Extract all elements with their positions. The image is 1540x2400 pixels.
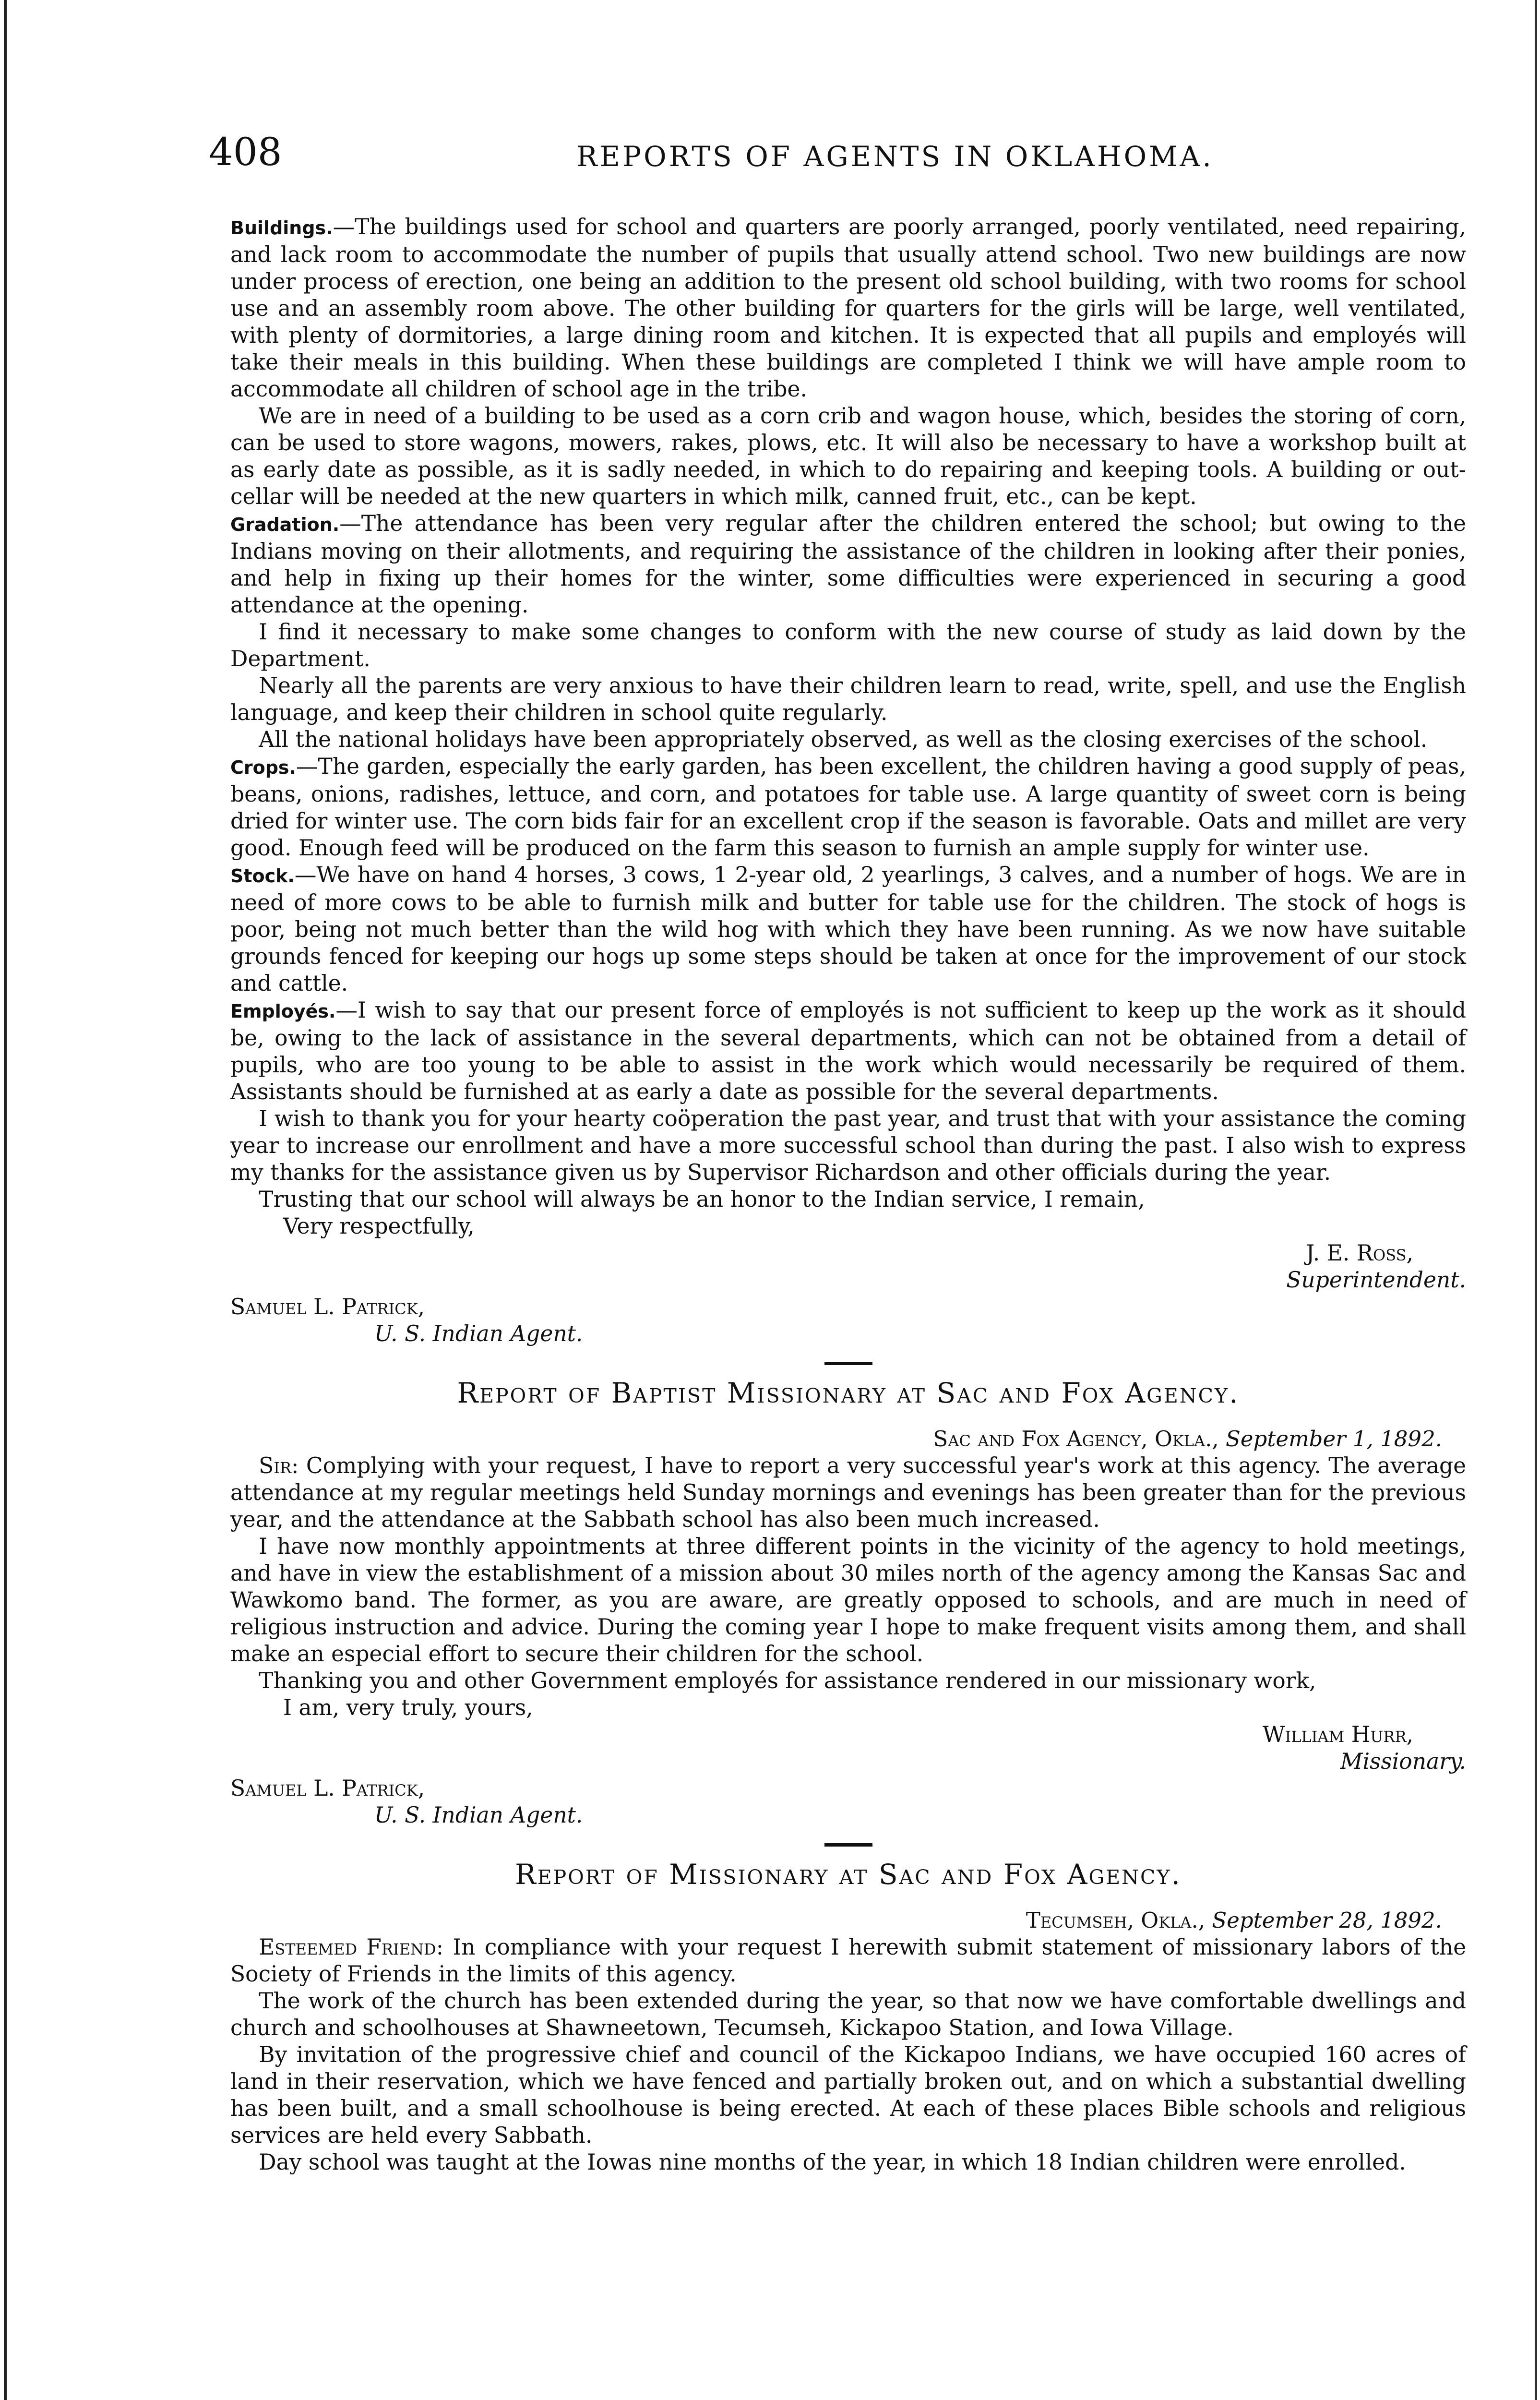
signature-block [230, 1240, 1466, 1294]
page-edge-left [4, 0, 7, 2400]
paragraph-appointments: I have now monthly appointments at three different points in the vicinity of the agency to hold meetings, and have in view the establishment of a mission about 30 miles north of the agency among the Kansas Sac and Wawkomo band. The former, as you are aware, are greatly opposed to schools, and are much in need of religious instruction and advice. During the coming year I hope to make frequent visits among them, and shall make an especial effort to secure their children for the school. [230, 1534, 1466, 1667]
section-divider [824, 1843, 872, 1847]
signer-title: Missionary. [1340, 1749, 1466, 1774]
running-head: REPORTS OF AGENTS IN OKLAHOMA. [576, 140, 1214, 173]
dateline-date: September 1, 1892. [1226, 1426, 1442, 1452]
paragraph-trusting: Trusting that our school will always be an honor to the Indian service, I remain, [259, 1187, 1145, 1212]
salutation: Sir [259, 1453, 292, 1478]
paragraph-corn-crib: We are in need of a building to be used as a corn crib and wagon house, which, besides the storing of corn, can be used to store wagons, mowers, rakes, plows, etc. It will also be necessary to have a workshop built at as early date as possible, as it is sadly needed, in which to do repairing and keeping tools. A building or out-cellar will be needed at the new quarters in which milk, canned fruit, etc., can be kept. [230, 403, 1466, 509]
paragraph-holidays: All the national holidays have been appropriately observed, as well as the closing exercises of the school. [259, 727, 1428, 752]
paragraph-crops: Crops.—The garden, especially the early garden, has been excellent, the children having a good supply of peas, beans, onions, radishes, lettuce, and corn, and potatoes for table use. A large quantity of sweet corn is being dried for winter use. The corn bids fair for an excellent crop if the season is favorable. Oats and millet are very good. Enough feed will be produced on the farm this season to furnish an ample supply for winter use. [230, 754, 1466, 861]
salutation: Esteemed Friend [259, 1934, 436, 1960]
closing-line: Very respectfully, [283, 1213, 475, 1239]
paragraph-thanks: I wish to thank you for your hearty coöperation the past year, and trust that with your assistance the coming year to increase our enrollment and have a more successful school than during the past. I also wish to express my thanks for the assistance given us by Supervisor Richardson and other officials during the year. [230, 1106, 1466, 1185]
signer-title: Superintendent. [1286, 1267, 1466, 1293]
paragraph-stock: Stock.—We have on hand 4 horses, 3 cows, 1 2-year old, 2 yearlings, 3 calves, and a number of hogs. We are in need of more cows to be able to furnish milk and butter for table use for the children. The stock of hogs is poor, being not much better than the wild hog with which they have been running. As we now have suitable grounds fenced for keeping our hogs up some steps should be taken at once for the improvement of our stock and cattle. [230, 862, 1466, 996]
addressee-name: Samuel L. Patrick, [230, 1776, 425, 1801]
page-header [209, 130, 1466, 187]
paragraph-salutation: Esteemed Friend: In compliance with your request I herewith submit statement of missionary labors of the Society of Friends in the limits of this agency. [230, 1934, 1466, 1987]
paragraph-thanking: Thanking you and other Government employés for assistance rendered in our missionary work, [259, 1668, 1316, 1693]
paragraph-church-work: The work of the church has been extended during the year, so that now we have comfortable dwellings and church and schoolhouses at Shawneetown, Tecumseh, Kickapoo Station, and Iowa Village. [230, 1988, 1466, 2040]
addressee-title: U. S. Indian Agent. [374, 1802, 583, 1828]
page-edge-right [1535, 0, 1537, 2400]
side-heading-stock: Stock. [230, 865, 295, 887]
signer-name: J. E. Ross, [1305, 1240, 1413, 1266]
paragraph-employes: Employés.—I wish to say that our present force of employés is not sufficient to keep up the work as it should be, owing to the lack of assistance in the several departments, which can not be obtained from a detail of pupils, who are too young to be able to assist in the work which would necessarily be required of them. Assistants should be furnished at as early a date as possible for the several departments. [230, 997, 1466, 1104]
paragraph-day-school: Day school was taught at the Iowas nine months of the year, in which 18 Indian children were enrolled. [259, 2149, 1406, 2175]
dateline-place: Sac and Fox Agency, Okla., [933, 1426, 1219, 1452]
closing-line: I am, very truly, yours, [283, 1695, 533, 1720]
side-heading-employes: Employés. [230, 1001, 336, 1022]
addressee-block [230, 1775, 1466, 1829]
section-title-baptist-report: Report of Baptist Missionary at Sac and Fox Agency. [457, 1377, 1240, 1409]
paragraph-kickapoo: By invitation of the progressive chief and council of the Kickapoo Indians, we have occupied 160 acres of land in their reservation, which we have fenced and partially broken out, and on which a substantial dwelling has been built, and a small schoolhouse is being erected. At each of these places Bible schools and religious services are held every Sabbath. [230, 2042, 1466, 2148]
section-divider [824, 1362, 872, 1365]
signer-name: William Hurr, [1262, 1722, 1413, 1747]
side-heading-buildings: Buildings. [230, 217, 333, 239]
side-heading-gradation: Gradation. [230, 514, 340, 535]
section-title-missionary-report: Report of Missionary at Sac and Fox Agency. [515, 1858, 1182, 1891]
dateline-date: September 28, 1892. [1212, 1908, 1442, 1933]
addressee-name: Samuel L. Patrick, [230, 1294, 425, 1320]
paragraph-parents: Nearly all the parents are very anxious to have their children learn to read, write, spell, and use the English language, and keep their children in school quite regularly. [230, 673, 1466, 725]
dateline-place: Tecumseh, Okla., [1026, 1908, 1206, 1933]
addressee-title: U. S. Indian Agent. [374, 1321, 583, 1346]
dateline [230, 1426, 1442, 1452]
paragraph-gradation: Gradation.—The attendance has been very regular after the children entered the school; but owing to the Indians moving on their allotments, and requiring the assistance of the children in looking after their ponies, and help in fixing up their homes for the winter, some difficulties were experienced in securing a good attendance at the opening. [230, 511, 1466, 618]
page-number: 408 [209, 130, 282, 174]
paragraph-course-of-study: I find it necessary to make some changes to conform with the new course of study as laid down by the Department. [230, 619, 1466, 672]
paragraph-salutation: Sir: Complying with your request, I have to report a very successful year's work at this agency. The average attendance at my regular meetings held Sunday mornings and evenings has been greater than for the previous year, and the attendance at the Sabbath school has also been much increased. [230, 1453, 1466, 1532]
paragraph-buildings: Buildings.—The buildings used for school and quarters are poorly arranged, poorly ventilated, need repairing, and lack room to accommodate the number of pupils that usually attend school. Two new buildings are now under process of erection, one being an addition to the present old school building, with two rooms for school use and an assembly room above. The other building for quarters for the girls will be large, well ventilated, with plenty of dormitories, a large dining room and kitchen. It is expected that all pupils and employés will take their meals in this building. When these buildings are completed I think we will have ample room to accommodate all children of school age in the tribe. [230, 214, 1466, 402]
dateline [230, 1907, 1442, 1934]
signature-block [230, 1721, 1466, 1775]
addressee-block [230, 1294, 1466, 1347]
page-body [230, 214, 1466, 2176]
side-heading-crops: Crops. [230, 757, 296, 778]
